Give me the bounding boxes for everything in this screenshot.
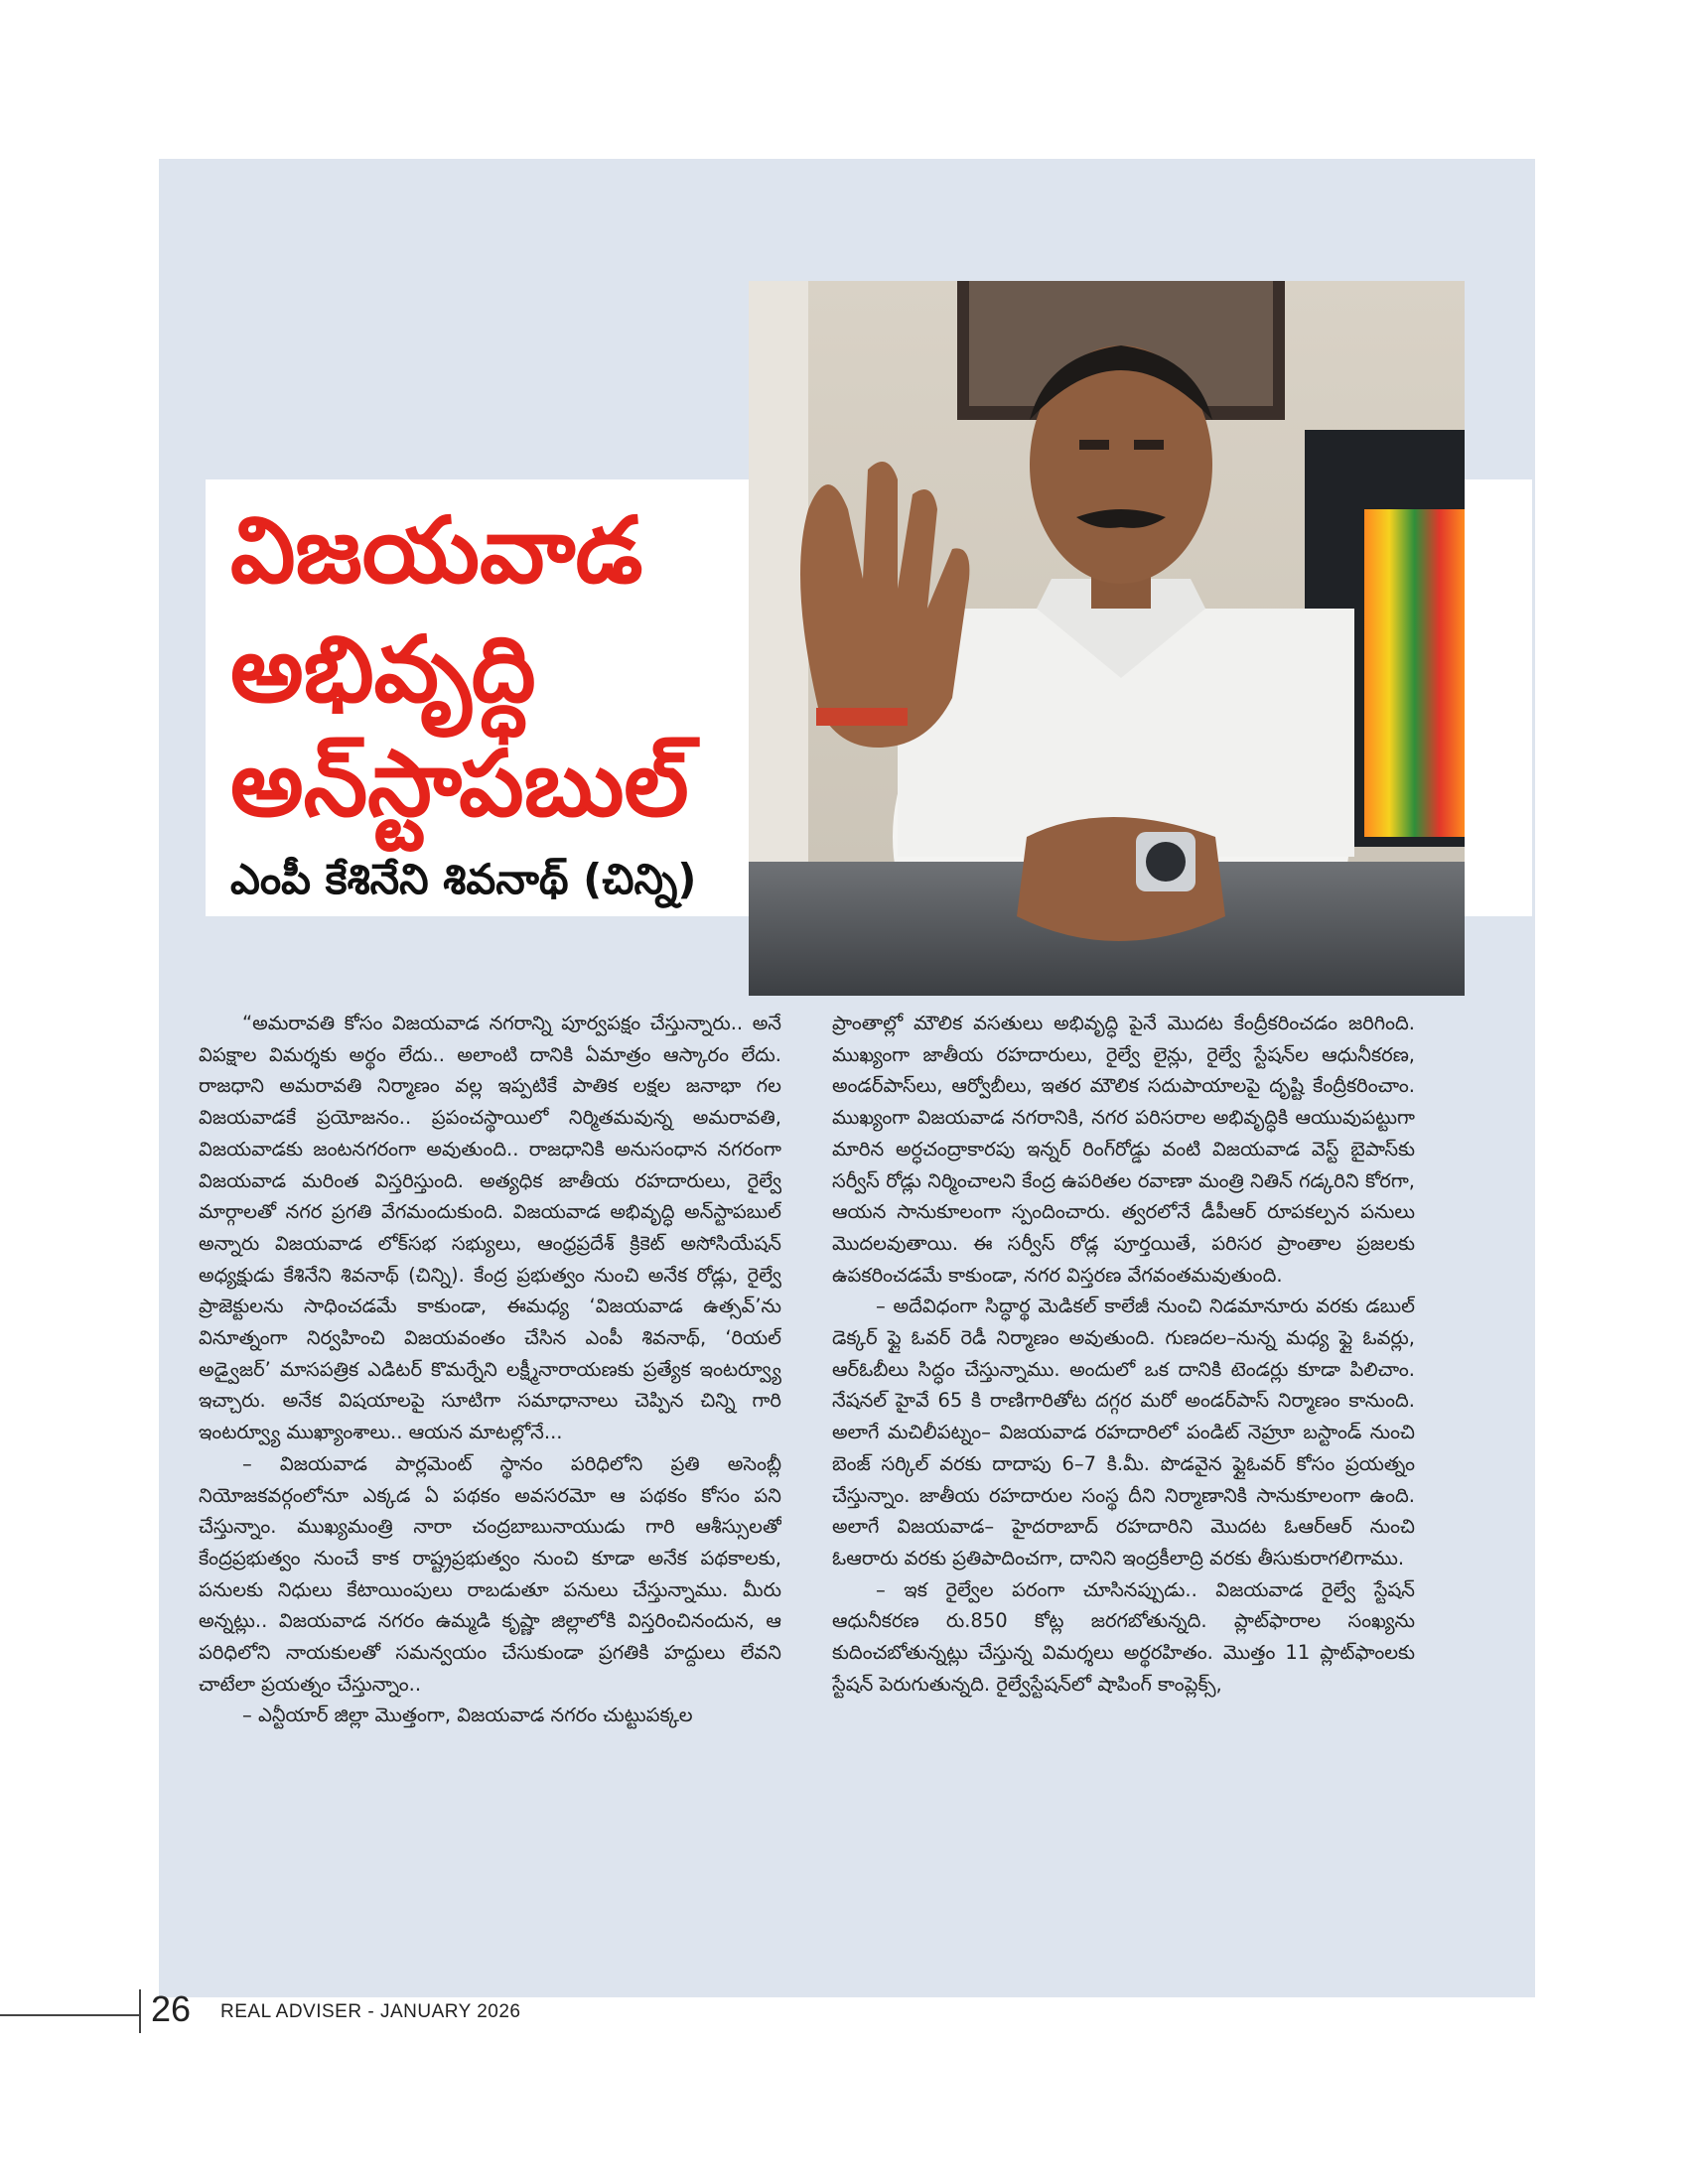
page-number: 26 <box>151 1988 192 2029</box>
paragraph: – అదేవిధంగా సిద్ధార్థ మెడికల్ కాలేజీ నుంచి నిడమానూరు వరకు డబుల్ డెక్కర్ ఫ్లై ఓవర్ రెడీ నిర్మాణం అవుతుంది. గుణదల–నున్న మధ్య ఫ్లై ఓవర్లు, ఆర్‌ఓబీలు సిద్ధం చేస్తున్నాము. అందులో ఒక దానికి టెండర్లు కూడా పిలిచాం. నేషనల్ హైవే 65 కి రాణిగారితోట దగ్గర మరో అండర్‌పాస్ నిర్మాణం కానుంది. అలాగే మచిలీపట్నం– విజయవాడ రహదారిలో పండిట్ నెహ్రూ బస్టాండ్ నుంచి బెంజ్ సర్కిల్ వరకు దాదాపు 6–7 కి.మీ. పొడవైన ఫ్లైఓవర్ కోసం ప్రయత్నం చేస్తున్నాం. జాతీయ రహదారుల సంస్థ దీని నిర్మాణానికి సానుకూలంగా ఉంది. అలాగే విజయవాడ– హైదరాబాద్ రహదారిని మొదట ఓఆర్‌ఆర్ నుంచి ఓఆరారు వరకు ప్రతిపాదించగా, దానిని ఇంద్రకీలాద్రి వరకు తీసుకురాగలిగాము. <box>832 1295 1415 1570</box>
paragraph: ప్రాంతాల్లో మౌలిక వసతులు అభివృద్ధి పైనే మొదట కేంద్రీకరించడం జరిగింది. ముఖ్యంగా జాతీయ రహదారులు, రైల్వే లైన్లు, రైల్వే స్టేషన్‌ల ఆధునీకరణ, అండర్‌పాస్‌లు, ఆర్వోబీలు, ఇతర మౌలిక సదుపాయాలపై దృష్టి కేంద్రీకరించాం. ముఖ్యంగా విజయవాడ నగరానికి, నగర పరిసరాల అభివృద్ధికి ఆయువుపట్టుగా మారిన అర్ధచంద్రాకారపు ఇన్నర్ రింగ్‌రోడ్డు వంటి విజయవాడ వెస్ట్ బైపాస్‌కు సర్వీస్ రోడ్లు నిర్మించాలని కేంద్ర ఉపరితల రవాణా మంత్రి నితిన్ గడ్కరిని కోరగా, ఆయన సానుకూలంగా స్పందించారు. త్వరలోనే డీపీఆర్ రూపకల్పన పనులు మొదలవుతాయి. ఈ సర్వీస్ రోడ్ల పూర్తయితే, పరిసర ప్రాంతాల ప్రజలకు ఉపకరించడమే కాకుండా, నగర విస్తరణ వేగవంతమవుతుంది. <box>832 1012 1415 1287</box>
interview-photo <box>749 281 1465 996</box>
footer-divider <box>139 1989 141 2033</box>
footer-rule <box>0 2014 139 2016</box>
article-column-right <box>832 1008 1415 1985</box>
article-column-left <box>199 1008 781 1985</box>
byline: ఎంపీ కేశినేని శివనాథ్ (చిన్ని) <box>230 855 697 903</box>
publication-footer: REAL ADVISER - JANUARY 2026 <box>220 2001 521 2022</box>
paragraph: – విజయవాడ పార్లమెంట్ స్థానం పరిధిలోని ప్రతి అసెంబ్లీ నియోజకవర్గంలోనూ ఎక్కడ ఏ పథకం అవసరమో ఆ పథకం కోసం పని చేస్తున్నాం. ముఖ్యమంత్రి నారా చంద్రబాబునాయుడు గారి ఆశీస్సులతో కేంద్రప్రభుత్వం నుంచే కాక రాష్ట్రప్రభుత్వం నుంచి కూడా అనేక పథకాలకు, పనులకు నిధులు కేటాయింపులు రాబడుతూ పనులు చేస్తున్నాము. మీరు అన్నట్లు.. విజయవాడ నగరం ఉమ్మడి కృష్ణా జిల్లాలోకి విస్తరించినందున, ఆ పరిధిలోని నాయకులతో సమన్వయం చేసుకుండా ప్రగతికి హద్దులు లేవని చాటేలా ప్రయత్నం చేస్తున్నాం.. <box>199 1451 781 1696</box>
paragraph: – ఎన్టీయార్ జిల్లా మొత్తంగా, విజయవాడ నగరం చుట్టుపక్కల <box>242 1704 693 1727</box>
headline-line-2: అభివృద్ధి <box>230 616 536 723</box>
headline-line-3: అన్‌స్టాపబుల్ <box>230 731 689 837</box>
paragraph: – ఇక రైల్వేల పరంగా చూసినప్పుడు.. విజయవాడ రైల్వే స్టేషన్ ఆధునీకరణ రు.850 కోట్ల జరగబోతున్నది. ప్లాట్‌ఫారాల సంఖ్యను కుదించబోతున్నట్లు చేస్తున్న విమర్శలు అర్థరహితం. మొత్తం 11 ప్లాట్‌ఫాంలకు స్టేషన్ పెరుగుతున్నది. రైల్వేస్టేషన్‌లో షాపింగ్ కాంప్లెక్స్, <box>832 1577 1415 1696</box>
paragraph: “అమరావతి కోసం విజయవాడ నగరాన్ని పూర్వపక్షం చేస్తున్నారు.. అనే విపక్షాల విమర్శకు అర్థం లేదు.. అలాంటి దానికి ఏమాత్రం ఆస్కారం లేదు. రాజధాని అమరావతి నిర్మాణం వల్ల ఇప్పటికే పాతిక లక్షల జనాభా గల విజయవాడకే ప్రయోజనం.. ప్రపంచస్థాయిలో నిర్మితమవున్న అమరావతి, విజయవాడకు జంటనగరంగా అవుతుంది.. రాజధానికి అనుసంధాన నగరంగా విజయవాడ మరింత విస్తరిస్తుంది. అత్యధిక జాతీయ రహదారులు, రైల్వే మార్గాలతో నగర ప్రగతి వేగమందుకుంది. విజయవాడ అభివృద్ధి అన్‌స్టాపబుల్ అన్నారు విజయవాడ లోక్‌సభ సభ్యులు, ఆంధ్రప్రదేశ్ క్రికెట్ అసోసియేషన్ అధ్యక్షుడు కేశినేని శివనాథ్ (చిన్ని). కేంద్ర ప్రభుత్వం నుంచి అనేక రోడ్లు, రైల్వే ప్రాజెక్టులను సాధించడమే కాకుండా, ఈమధ్య ‘విజయవాడ ఉత్సవ్’ను వినూత్నంగా నిర్వహించి విజయవంతం చేసిన ఎంపీ శివనాథ్, ‘రియల్ అడ్వైజర్’ మాసపత్రిక ఎడిటర్ కొమర్నేని లక్ష్మీనారాయణకు ప్రత్యేక ఇంటర్వ్యూ ఇచ్చారు. అనేక విషయాలపై సూటిగా సమాధానాలు చెప్పిన చిన్ని గారి ఇంటర్వ్యూ ముఖ్యాంశాలు.. ఆయన మాటల్లోనే... <box>199 1012 781 1444</box>
headline-line-1: విజయవాడ <box>230 497 643 604</box>
